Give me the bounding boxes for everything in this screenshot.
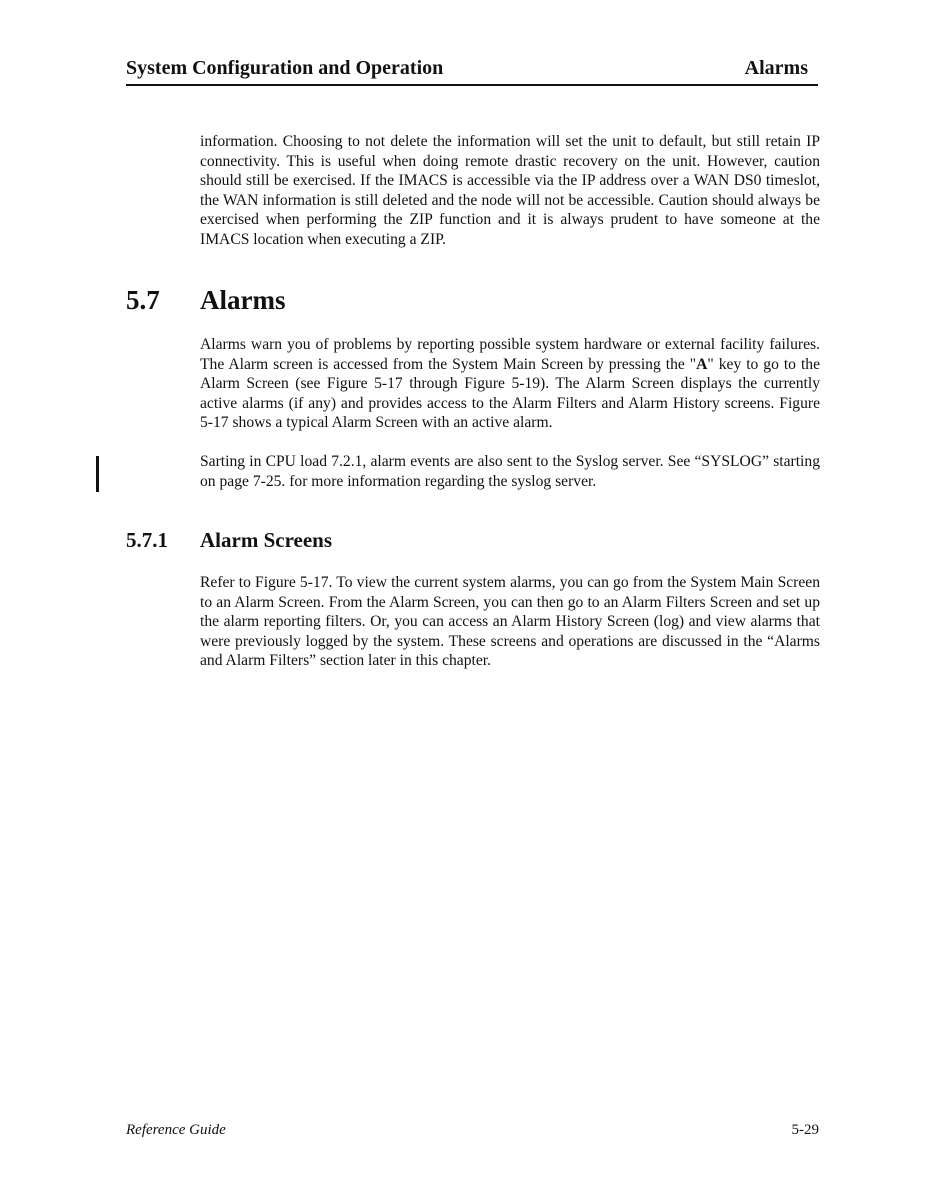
header-chapter-title: System Configuration and Operation <box>126 57 444 79</box>
section-5-7-paragraph-1 <box>200 335 820 433</box>
change-bar <box>96 456 99 492</box>
section-5-7-paragraph-2: Sarting in CPU load 7.2.1, alarm events are also sent to the Syslog server. See “SYSLOG” starting on page 7-25. for more information regarding the syslog server. <box>200 453 820 490</box>
section-5-7-1-paragraph: Refer to Figure 5-17. To view the current system alarms, you can go from the System Main Screen to an Alarm Screen. From the Alarm Screen, you can then go to an Alarm Filters Screen and set up the alarm reporting filters. Or, you can access an Alarm History Screen (log) and view alarms that were previously logged by the system. These screens and operations are discussed in the “Alarms and Alarm Filters” section later in this chapter. <box>200 574 820 670</box>
section-5-7-1-number: 5.7.1 <box>126 528 168 552</box>
section-5-7-1-title: Alarm Screens <box>200 528 332 552</box>
para1-text-after-key: " key to go to the Alarm Screen (see Figure 5-17 through Figure 5-19). The Alarm Screen displays the currently active alarms (if any) and provides access to the Alarm Filters and Alarm History screens. Figure 5-17 shows a typical Alarm Screen with an active alarm. <box>200 355 820 432</box>
page-header <box>126 54 818 86</box>
footer-guide-title: Reference Guide <box>126 1122 226 1138</box>
header-section-title: Alarms <box>744 57 808 79</box>
para1-key: A <box>696 355 708 373</box>
section-5-7-title: Alarms <box>200 285 286 315</box>
intro-paragraph: information. Choosing to not delete the information will set the unit to default, but still retain IP connectivity. This is useful when doing remote drastic recovery on the unit. However, caution should still be exercised. If the IMACS is accessible via the IP address over a WAN DS0 timeslot, the WAN information is still deleted and the node will not be accessible. Caution should always be exercised when performing the ZIP function and it is always prudent to have someone at the IMACS location when executing a ZIP. <box>200 133 820 248</box>
para1-text-before-key: Alarms warn you of problems by reporting possible system hardware or external facility failures. The Alarm screen is accessed from the System Main Screen by pressing the " <box>200 336 820 373</box>
footer-page-number: 5-29 <box>791 1122 819 1138</box>
section-5-7-number: 5.7 <box>126 285 160 315</box>
